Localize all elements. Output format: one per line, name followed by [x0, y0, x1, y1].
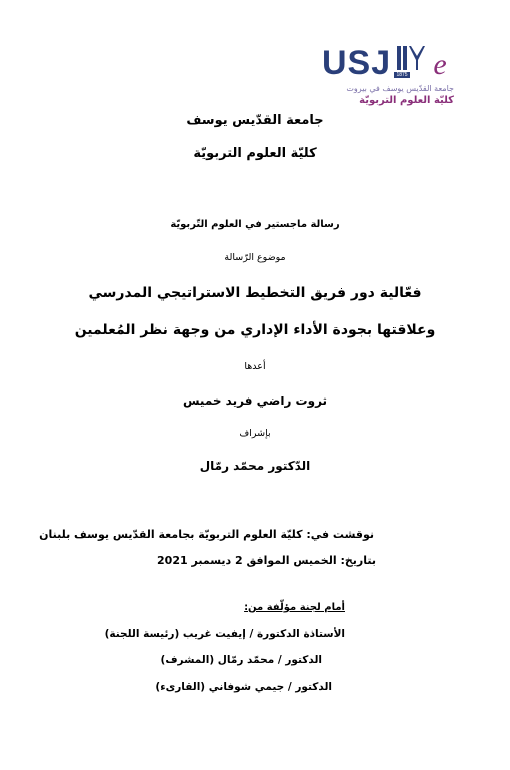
logo-faculty-subtitle: كليّة العلوم التربويّة — [359, 95, 454, 106]
committee-member: الدكتور / محمّد رمّال (المشرف) — [160, 654, 322, 666]
thesis-title-line-1: فعّالية دور فريق التخطيط الاستراتيجي المدرسي — [88, 285, 422, 301]
defense-date: بتاريخ: الخميس الموافق 2 ديسمبر 2021 — [157, 554, 376, 567]
svg-text:e: e — [433, 48, 447, 81]
committee-member: الدكتور / جيمي شوفاني (القارىء) — [155, 681, 332, 693]
logo-year: 1875 — [394, 72, 410, 78]
author-name: ثروت راضي فريد خميس — [182, 394, 328, 408]
logo-wordmark: USJ — [322, 44, 392, 82]
university-name: جامعة القدّيس يوسف — [186, 113, 324, 128]
logo-e-emblem-icon — [425, 47, 455, 81]
committee-heading: أمام لجنة مؤلّفة من: — [244, 602, 345, 613]
supervisor-name: الدّكتور محمّد رمّال — [199, 459, 311, 473]
topic-label: موضوع الرّسالة — [224, 252, 286, 263]
prepared-by-label: أعدها — [244, 361, 266, 372]
thesis-title-line-2: وعلاقتها بجودة الأداء الإداري من وجهة نظر المُعلمين — [74, 322, 436, 338]
supervision-label: بإشراف — [239, 428, 271, 439]
faculty-name: كليّة العلوم التربويّة — [193, 146, 317, 161]
defense-place: نوقشت في: كليّة العلوم التربويّة بجامعة القدّيس يوسف بلبنان — [39, 528, 374, 541]
thesis-type: رسالة ماجستير في العلوم التّربويّة — [170, 219, 340, 230]
logo-university-subtitle: جامعة القدّيس يوسف في بيروت — [346, 84, 454, 93]
committee-member: الأستاذة الدكتورة / إيفيت غريب (رئيسة اللجنة) — [104, 628, 345, 640]
